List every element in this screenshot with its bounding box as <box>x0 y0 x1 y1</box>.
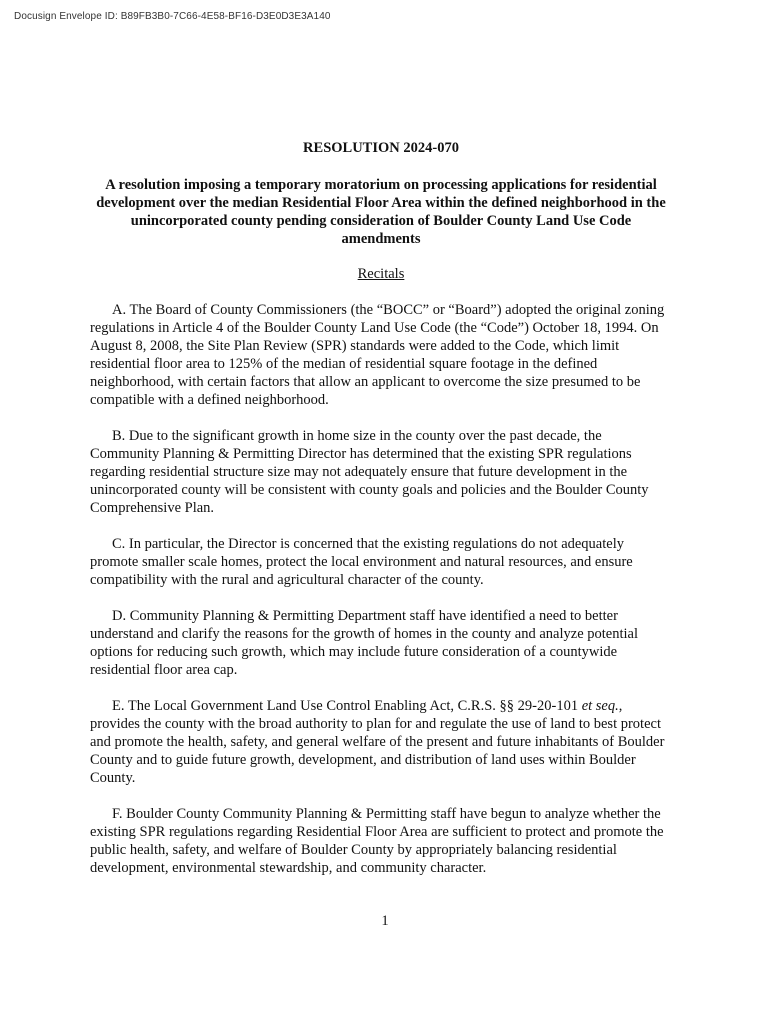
paragraph-f: F. Boulder County Community Planning & Permitting staff have begun to analyze whether the existing SPR regulations regarding Residential Floor Area are sufficient to protect and promote the public health, safety, and welfare of Boulder County by appropriately balancing residential development, environmental stewardship, and community character. <box>90 806 664 876</box>
paragraph-a: A. The Board of County Commissioners (the “BOCC” or “Board”) adopted the original zoning regulations in Article 4 of the Boulder County Land Use Code (the “Code”) October 18, 1994. On August 8, 2008, the Site Plan Review (SPR) standards were added to the Code, which limit residential floor area to 125% of the median of residential square footage in the defined neighborhood, with certain factors that allow an applicant to overcome the size presumed to be compatible with a defined neighborhood. <box>90 302 665 408</box>
resolution-title: RESOLUTION 2024-070 <box>303 140 459 156</box>
paragraph-b: B. Due to the significant growth in home size in the county over the past decade, the Community Planning & Permitting Director has determined that the existing SPR regulations regarding residential structure size may not adequately ensure that future development in the unincorporated county will be consistent with county goals and policies and the Boulder County Comprehensive Plan. <box>90 428 649 516</box>
paragraph-d: D. Community Planning & Permitting Department staff have identified a need to better understand and clarify the reasons for the growth of homes in the county and analyze potential options for reducing such growth, which may include future consideration of a countywide residential floor area cap. <box>90 608 639 678</box>
paragraph-c: C. In particular, the Director is concerned that the existing regulations do not adequately promote smaller scale homes, protect the local environment and natural resources, and ensure compatibility with the rural and agricultural character of the county. <box>90 536 633 588</box>
paragraph-e <box>90 697 672 787</box>
recitals-heading: Recitals <box>357 266 405 282</box>
envelope-id: Docusign Envelope ID: B89FB3B0-7C66-4E58-BF16-D3E0D3E3A140 <box>14 11 331 22</box>
paragraph-e-end: , provides the county with the broad authority to plan for and regulate the use of land to best protect and promote the health, safety, and general welfare of the present and future inhabitants of Boulder County and to guide future growth, development, and distribution of land uses within Boulder County. <box>90 698 665 786</box>
paragraph-e-start: E. The Local Government Land Use Control Enabling Act, C.R.S. §§ 29-20-101 <box>112 698 582 714</box>
resolution-subtitle: A resolution imposing a temporary moratorium on processing applications for residential development over the median Residential Floor Area within the defined neighborhood in the unincorporated county pending consideration of Boulder County Land Use Code amendments <box>96 177 666 247</box>
document-page <box>90 140 672 895</box>
page-number: 1 <box>381 913 389 929</box>
paragraph-e-italic: et seq. <box>581 698 619 714</box>
